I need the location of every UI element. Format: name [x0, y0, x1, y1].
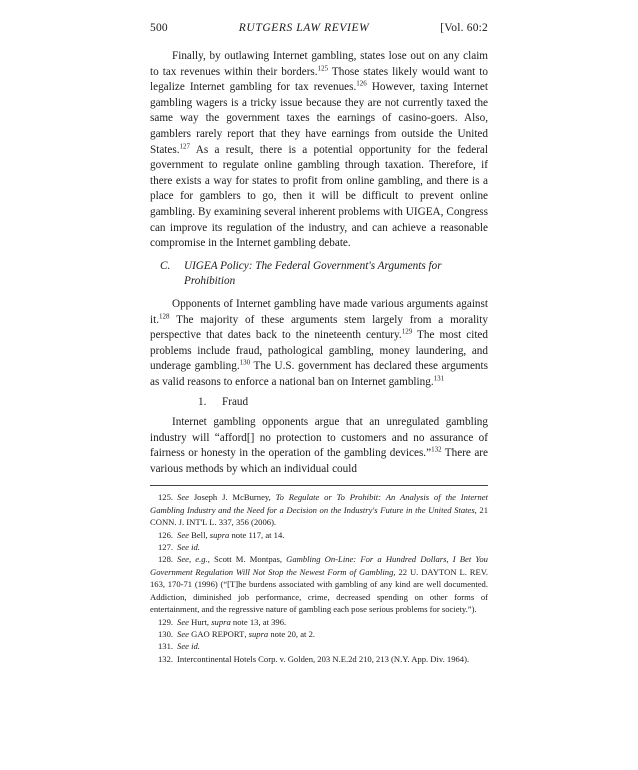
text-span: Opponents of Internet gambling have made various arguments against it. [150, 297, 488, 326]
footnote-ref: 132 [431, 445, 442, 454]
footnote-ref: 130 [239, 358, 251, 367]
text-span: Those states likely would want to legalize Internet gambling for tax revenues. [150, 65, 488, 94]
page-number: 500 [150, 22, 168, 34]
footnote-number: 132. [158, 653, 174, 664]
cited-title: Gambling On-Line: For a Hundred Dollars, I Bet You Government Regulation Will Not Stop the Newest Form of Gambling [150, 554, 488, 577]
cited-source: CONN. J. INT'L L. [150, 517, 217, 528]
footnote-ref: 129 [401, 327, 413, 336]
text-span: note 13, at 396. [230, 616, 287, 627]
text-span: , 21 [474, 504, 488, 515]
text-span: 337, 356 (2006). [216, 517, 277, 528]
cited-title: To Regulate or To Prohibit: An Analysis of the Internet Gambling Industry and the Need for a Decision on the Industry's Future in the United States [150, 492, 489, 515]
text-span: 163, 170-71 (1996) (“[T]he burdens associated with gambling of any kind are well documented. Addiction, diminished job performance, crime, decreased spending on other forms of entertainment, and the regressive nature of gambling each pose serious problems for society.”). [150, 579, 488, 615]
footnotes [150, 491, 488, 665]
footnote-125 [150, 491, 488, 528]
text-span: Bell, [188, 529, 210, 540]
footnote-127 [150, 541, 488, 553]
signal: See [177, 492, 189, 503]
text-span: Internet gambling opponents argue that an unregulated gambling industry will “afford[] no protection to customers and no assurance of fairness or honesty in the operation of the gambling devices.” [150, 416, 488, 460]
cited-source: REPORT [211, 628, 245, 639]
footnote-number: 125. [158, 492, 174, 503]
signal: See [177, 616, 189, 627]
supra-signal: supra [211, 616, 231, 627]
footnote-126 [150, 529, 488, 541]
journal-title: RUTGERS LAW REVIEW [238, 22, 370, 34]
text-span: The majority of these arguments stem largely from a morality perspective that dates back to the nineteenth century. [150, 313, 488, 342]
text-span: There are various methods by which an individual could [150, 447, 488, 475]
footnote-number: 128. [158, 554, 174, 565]
text-span: GAO [188, 628, 212, 639]
section-heading [150, 259, 488, 290]
paragraph [150, 297, 488, 391]
page [150, 22, 488, 665]
text-span: Hurt, [188, 616, 212, 627]
footnote-number: 130. [158, 628, 174, 639]
footnote-text: Intercontinental Hotels Corp. v. Golden, 203 N.E.2d 210, 213 (N.Y. App. Div. 1964). [177, 653, 470, 664]
text-span: Joseph J. McBurney, [188, 492, 276, 503]
text-span: , 22 U. [393, 566, 422, 577]
text-span: The U.S. government has declared these arguments as valid reasons to enforce a national ban on Internet gambling. [150, 360, 488, 388]
footnote-129 [150, 616, 488, 628]
footnote-number: 131. [158, 641, 174, 652]
signal: See [177, 529, 189, 540]
text-span: note 20, at 2. [268, 628, 316, 639]
footnote-number: 129. [158, 616, 174, 627]
footnote-132 [150, 653, 488, 665]
footnote-130 [150, 628, 488, 640]
running-header [150, 22, 488, 38]
subsection-heading-text: Fraud [222, 396, 249, 409]
signal: See [177, 628, 189, 639]
footnote-number: 127. [158, 542, 174, 553]
section-letter: C. [160, 259, 171, 272]
footnote-ref: 126 [356, 79, 367, 88]
footnote-ref: 131 [433, 374, 445, 383]
signal: See, e.g. [177, 554, 208, 565]
footnote-128 [150, 553, 488, 615]
supra-signal: supra [209, 529, 230, 540]
text-span: note 117, at 14. [229, 529, 285, 540]
text-span: Finally, by outlawing Internet gambling, states lose out on any claim to tax revenues within their borders. [150, 50, 488, 78]
footnote-131 [150, 640, 488, 652]
cited-source: DAYTON L. REV. [421, 566, 488, 577]
footnote-number: 126. [158, 529, 174, 540]
subsection-heading [198, 395, 488, 411]
text-span: However, taxing Internet gambling wagers is a tricky issue because they are not currently taxed the same way the government taxes the earnings of casino-goers. Also, gamblers rarely report that they have earnings from outside the United States. [150, 81, 488, 156]
section-heading-text: UIGEA Policy: The Federal Government's Arguments for Prohibition [184, 259, 442, 288]
footnote-ref: 127 [179, 141, 191, 150]
text-span: , Scott M. Montpas, [207, 554, 287, 565]
paragraph [150, 415, 488, 477]
text-span: The most cited problems include fraud, pathological gambling, money laundering, and underage gambling. [150, 329, 488, 373]
footnote-ref: 125 [317, 63, 329, 72]
body-text [150, 49, 488, 477]
volume-label: [Vol. 60:2 [440, 22, 488, 34]
subsection-number: 1. [198, 396, 207, 409]
footnote-text: See id. [177, 542, 200, 553]
text-span: , [244, 628, 249, 639]
text-span: As a result, there is a potential opportunity for the federal government to regulate online gambling through taxation. Therefore, if there exists a way for states to profit from online gambling, and there is a place for gamblers to go, then it will be difficult to prevent online gambling. By examining several inherent problems with UIGEA, Congress can improve its regulation of the industry, and can achieve a reasonable compromise in the Internet gambling debate. [150, 143, 488, 250]
paragraph [150, 49, 488, 252]
footnote-text: See id. [177, 641, 200, 652]
footnote-divider [150, 485, 488, 486]
footnote-ref: 128 [159, 311, 170, 320]
supra-signal: supra [248, 628, 269, 639]
